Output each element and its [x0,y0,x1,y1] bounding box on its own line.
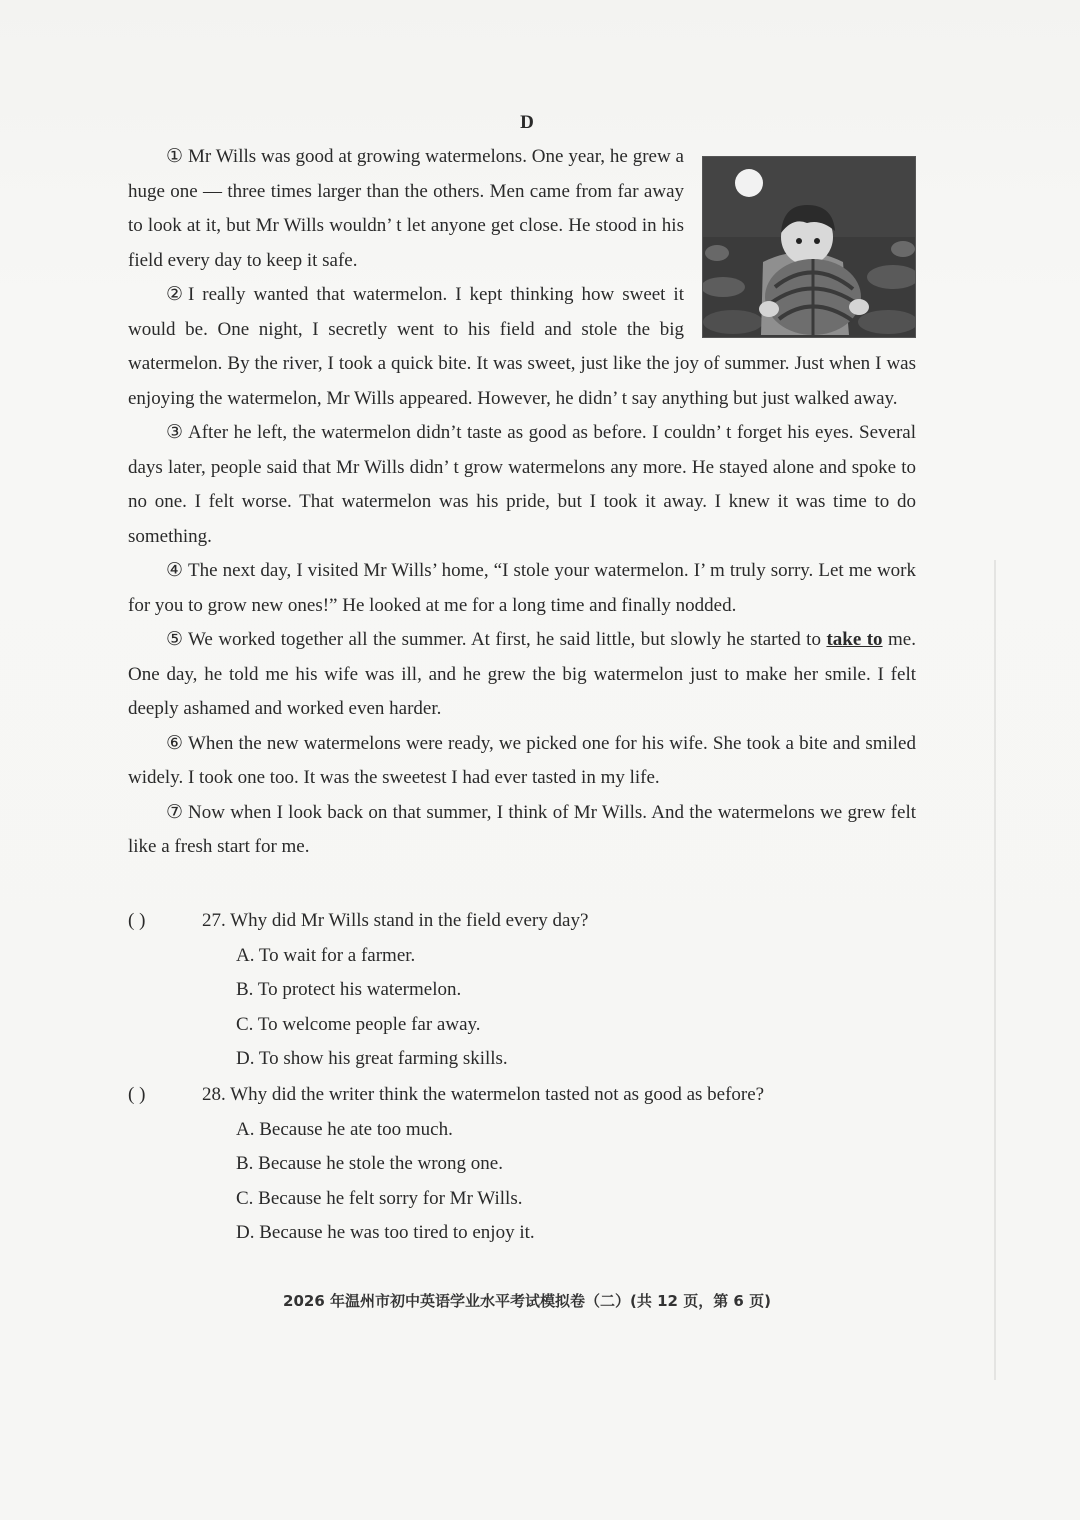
paragraph-text: We worked together all the summer. At first, he said little, but slowly he started to [188,629,821,650]
option-b: B. To protect his watermelon. [236,979,462,1000]
paragraph-number: ⑤ [166,629,184,650]
reading-passage [128,140,916,865]
question-stem-row [128,904,928,939]
answer-bracket[interactable]: ( ) [128,1084,146,1105]
option-b: B. Because he stole the wrong one. [236,1153,503,1174]
option-a: A. To wait for a farmer. [236,944,416,966]
paragraph-4 [128,554,916,623]
option-d: D. Because he was too tired to enjoy it. [236,1222,535,1243]
night-field-picture [703,157,915,337]
paragraph-text: When the new watermelons were ready, we picked one for his wife. She took a bite and smiled widely. I took one too. It was the sweetest I had ever tasted in my life. [128,732,916,788]
option-d: D. To show his great farming skills. [236,1048,508,1069]
paragraph-number: ⑥ [166,732,184,754]
illustration-boy-with-watermelon [702,156,916,338]
question-stem: 27. Why did Mr Wills stand in the field every day? [202,910,589,931]
emphasized-phrase: take to [826,629,883,650]
section-label: D [520,112,534,133]
page-footer: 2026 年温州市初中英语学业水平考试模拟卷（二）(共 12 页，第 6 页) [283,1292,771,1310]
paragraph-text: Mr Wills was good at growing watermelons. One year, he grew a huge one — three times larger than the others. Men came from far away to look at it, but Mr Wills wouldn’ t let anyone get close. He stood in his field every day to keep it safe. [128,146,684,271]
paragraph-number: ⑦ [166,801,184,823]
paragraph-text: After he left, the watermelon didn’t taste as good as before. I couldn’ t forget his eyes. Several days later, people said that Mr Wills didn’ t grow watermelons any more. He stayed alone and spoke to no one. I felt worse. That watermelon was his pride, but I took it away. I knew it was time to do something. [128,422,916,547]
paragraph-7 [128,796,916,865]
answer-bracket[interactable]: ( ) [128,910,146,931]
paragraph-5 [128,623,916,727]
paragraph-text: Now when I look back on that summer, I think of Mr Wills. And the watermelons we grew felt like a fresh start for me. [128,801,916,857]
question-27 [128,904,928,1077]
paragraph-text: The next day, I visited Mr Wills’ home, “I stole your watermelon. I’ m truly sorry. Let me work for you to grow new ones!” He looked at me for a long time and finally nodded. [128,560,916,616]
moon-icon [735,169,763,197]
option-c: C. Because he felt sorry for Mr Wills. [236,1187,523,1209]
paragraph-6 [128,727,916,796]
question-stem-row [128,1078,928,1113]
option-c: C. To welcome people far away. [236,1013,481,1035]
paragraph-number: ② [166,284,184,305]
paragraph-text: I really wanted that watermelon. I kept thinking how sweet it would be. One night, I secretly went to his field and stole the big watermelon. By the river, I took a quick bite. It was sweet, just like the joy of summer. Just when I was enjoying the watermelon, Mr Wills appeared. However, he didn’ t say anything but just walked away. [128,284,916,409]
paragraph-3 [128,416,916,554]
paragraph-text-continued: me. One day, he told me his wife was ill, and he grew the big watermelon just to make her smile. I felt deeply ashamed and worked even harder. [128,629,916,719]
paragraph-number: ③ [166,422,184,443]
paragraph-number: ④ [166,560,184,581]
question-28 [128,1078,928,1251]
question-stem: 28. Why did the writer think the watermelon tasted not as good as before? [202,1084,765,1105]
paragraph-1 [128,140,916,278]
scan-edge-shadow [994,560,996,1380]
paragraph-number: ① [166,146,184,167]
option-a: A. Because he ate too much. [236,1118,453,1140]
